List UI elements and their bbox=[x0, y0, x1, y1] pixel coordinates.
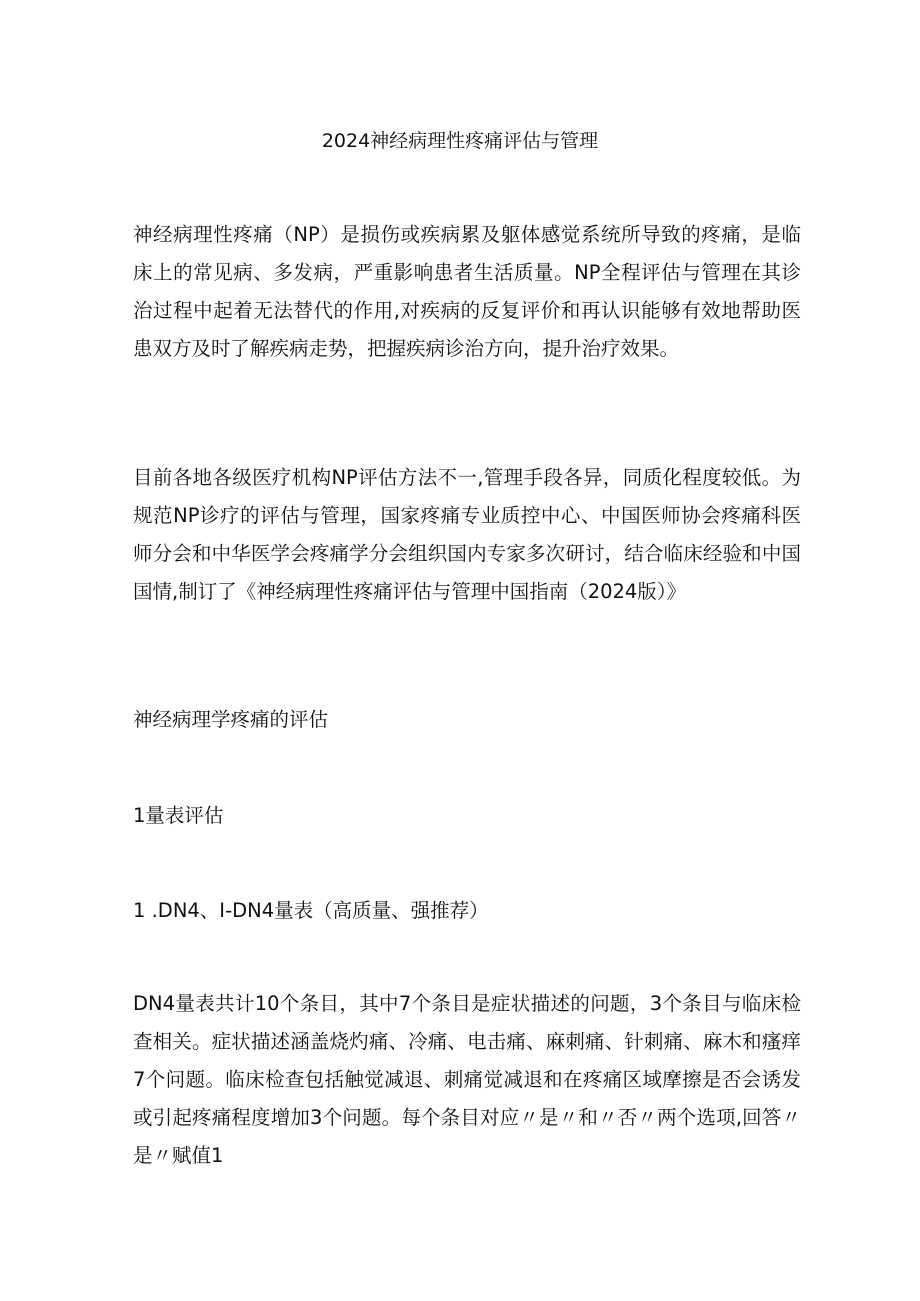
dn4-paragraph: DN4量表共计10个条目，其中7个条目是症状描述的问题，3个条目与临床检查相关。症状描述涵盖烧灼痛、冷痛、电击痛、麻刺痛、针刺痛、麻木和瘙痒7个问题。临床检查包括触觉减退、刺痛觉减退和在疼痛区域摩擦是否会诱发或引起疼痛程度增加3个问题。每个条目对应〃是〃和〃否〃两个选项,回答〃是〃赋值1 bbox=[133, 992, 801, 1167]
intro-paragraph: 神经病理性疼痛（NP）是损伤或疾病累及躯体感觉系统所导致的疼痛，是临床上的常见病、多发病，严重影响患者生活质量。NP全程评估与管理在其诊治过程中起着无法替代的作用,对疾病的反复评价和再认识能够有效地帮助医患双方及时了解疾病走势，把握疾病诊治方向，提升治疗效果。 bbox=[133, 223, 801, 360]
background-paragraph: 目前各地各级医疗机构NP评估方法不一,管理手段各异，同质化程度较低。为规范NP诊疗的评估与管理，国家疼痛专业质控中心、中国医师协会疼痛科医师分会和中华医学会疼痛学分会组织国内专家多次研讨，结合临床经验和中国国情,制订了《神经病理性疼痛评估与管理中国指南（2024版）》 bbox=[133, 466, 801, 603]
document-title: 2024神经病理性疼痛评估与管理 bbox=[321, 130, 599, 152]
section-heading: 神经病理学疼痛的评估 bbox=[133, 708, 329, 731]
subsection-heading: 1量表评估 bbox=[133, 804, 224, 827]
item-heading: 1 .DN4、I-DN4量表（高质量、强推荐） bbox=[133, 899, 489, 922]
